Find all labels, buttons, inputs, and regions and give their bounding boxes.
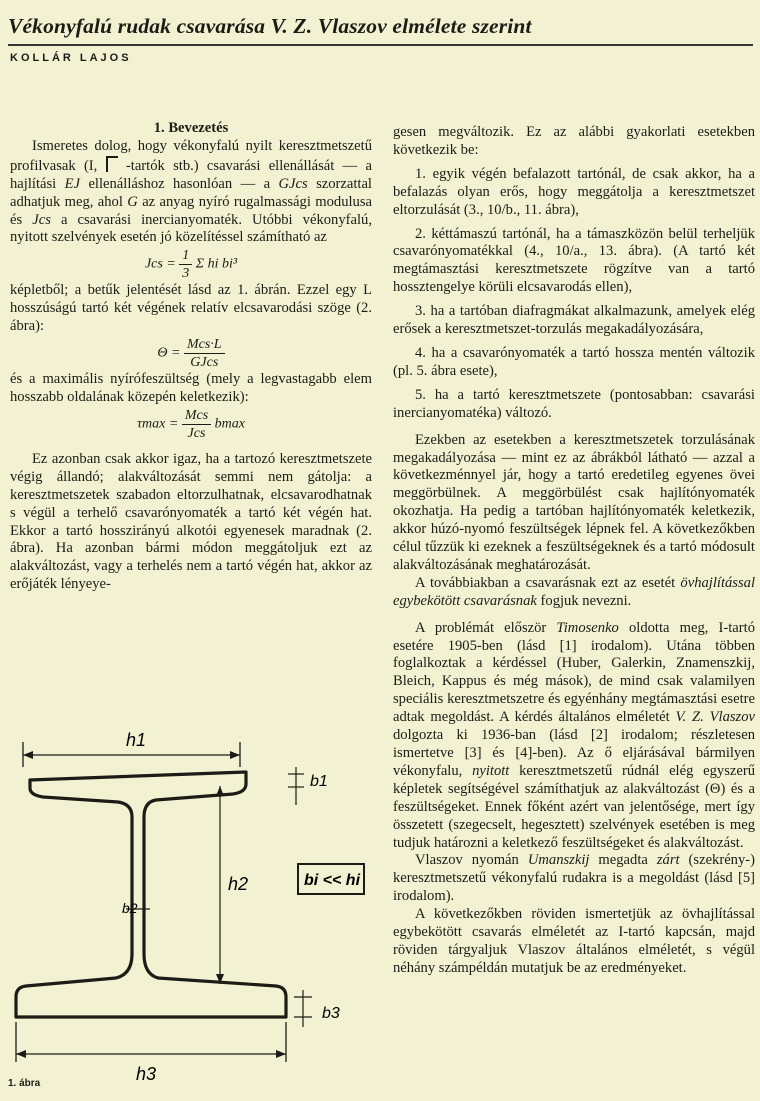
intro-text-c: ellenálláshoz hasonlóan — a (88, 175, 271, 192)
naming-text-a: A továbbiakban a csavarásnak ezt az esetét (415, 574, 676, 591)
paragraph-outline: A következőkben röviden ismertetjük az övhajlítással egybekötött csavarás elméletét az I-tartó kapcsán, majd röviden tárgyaljuk Vlaszov általános elméletét, s végül néhány számpéldán mutatjuk be az eredményeket. (393, 906, 755, 976)
paragraph-continuation: gesen megváltozik. Ez az alábbi gyakorlati esetekben következik be: (393, 124, 755, 158)
list-item: 5. ha a tartó keresztmetszete (pontosabban: csavarási inercianyomatéka) változó. (393, 386, 755, 421)
umanszkij-text-a: Vlaszov nyomán (415, 852, 519, 869)
label-b1: b1 (310, 773, 328, 790)
label-b2: b2 (122, 900, 138, 916)
naming-text-c: fogjuk nevezni. (540, 592, 632, 609)
history-text-a: A problémát először (415, 619, 547, 636)
formula3-fraction (182, 407, 211, 442)
note-box-text: bi << hi (304, 872, 361, 889)
intro-text-a: Ismeretes dolog, hogy vékonyfalú nyilt keresztmetszetű profilvasak (I, (10, 137, 372, 174)
left-column (10, 120, 372, 594)
formula3-denominator: Jcs (187, 425, 206, 441)
name-vlaszov: V. Z. Vlaszov (675, 709, 755, 726)
list-item: 1. egyik végén befalazott tartónál, de csak akkor, ha a befalazás olyan erős, hogy meggátolja a keresztmetszet eltorzulását (3., 10/b., 11. ábra), (393, 165, 755, 218)
formula3-numerator: Mcs (182, 407, 211, 425)
formula1-numerator: 1 (179, 247, 192, 265)
paragraph-twist-angle: képletből; a betűk jelentését lásd az 1. ábrán. Ezzel egy L hosszúságú tartó két végének relatív elcsavarodási szöge (2. ábra): (10, 282, 372, 335)
intro-text-e: az anyag nyíró rugalmassági modulusa és (10, 193, 373, 228)
paragraph-umanszkij (393, 852, 755, 906)
author-name: KOLLÁR LAJOS (10, 52, 132, 64)
channel-profile-icon (106, 156, 118, 172)
formula-twist-angle (10, 336, 372, 371)
list-item: 3. ha a tartóban diafragmákat alkalmazunk, amelyek elég erősek a keresztmetszet-torzulás megakadályozására, (393, 303, 755, 338)
name-timosenko: Timosenko (556, 619, 619, 636)
naming-term: övhajlítással egybekötött csavarásnak (393, 574, 756, 609)
formula3-lhs: τmax = (137, 416, 179, 432)
formula2-numerator: Mcs·L (184, 336, 225, 354)
formula1-fraction (179, 247, 192, 282)
paragraph-conditions: Ez azonban csak akkor igaz, ha a tartozó keresztmetszete végig állandó; alakváltozását semmi nem gátolja: a keresztmetszetek szabadon eltorzulhatnak, elcsavarodhatnak s végül a terhelő csavarónyomaték a tartó két végén hat. Ekkor a tartó hosszirányú alkotói egyenesek maradnak (2. ábra). Ha azonban bármi módon meggátoljuk ezt az alakváltozást, vagy a terhelés nem a tartó végén hat, akkor az erőjáték lényeye- (10, 450, 372, 593)
symbol-g: G (127, 193, 138, 210)
term-zart: zárt (656, 852, 680, 869)
i-beam-outline (16, 772, 286, 1017)
label-h2: h2 (228, 874, 249, 894)
intro-text-b: -tartók stb.) csavarási ellenállását — a hajlítási (10, 157, 372, 192)
figure-caption: 1. ábra (8, 1078, 41, 1089)
formula2-lhs: Θ = (157, 345, 181, 361)
symbol-gjcs: GJcs (278, 175, 308, 192)
paragraph-flange-bending: Ezekben az esetekben a keresztmetszetek torzulásának megakadályozása — mint ez az ábrákból látható — azzal a következménnyel jár, hogy a tartó eredetileg egyenes övei meggörbülnek. A meggörbülést csak hajlítónyomaték okozhatja. Ha pedig a tartóban hajlítónyomaték keletkezik, akkor húzó-nyomó feszültségek lépnek fel. A következőkben célul tűzzük ki ezeknek a feszültségeknek és a tartó módosult alakváltozásának meghatározását. (393, 431, 755, 573)
history-text-g: keresztmetszetű rúdnál elég egyszerű képletek segítségével számíthatjuk az alakváltozást (Θ) és a feszültségeket. Ennek főként azért van jelentősége, mert így összetett (szegecselt, hegesztett) szelvények esetében is meg tudjuk határozni a keletkező feszültségeket és alakváltozást. (393, 762, 755, 851)
symbol-jcs: Jcs (32, 211, 51, 228)
label-h3: h3 (136, 1064, 157, 1084)
umanszkij-text-c: megadta (598, 852, 648, 869)
arrowhead (230, 751, 240, 759)
title-rule (8, 44, 753, 46)
formula2-denominator: GJcs (190, 355, 219, 371)
label-b3: b3 (322, 1005, 340, 1022)
symbol-ej: EJ (64, 175, 81, 192)
intro-text-d: szorzattal adhatjuk meg, ahol (10, 175, 372, 210)
right-column (393, 124, 755, 978)
intro-text-f: a csavarási inercianyomaték. Utóbbi vékonyfalú, nyitott szelvények esetén jó közelítéssel számítható az (10, 211, 372, 246)
arrowhead (16, 1050, 26, 1058)
paragraph-naming (393, 575, 755, 611)
article-title: Vékonyfalú rudak csavarása V. Z. Vlaszov elmélete szerint (8, 14, 532, 38)
formula-shear-stress (10, 407, 372, 442)
paragraph-shear-stress: és a maximális nyírófeszültség (mely a legvastagabb elem hosszabb oldalának közepén keletkezik): (10, 371, 372, 405)
formula3-rhs: bmax (214, 416, 245, 432)
formula-torsion-inertia (10, 247, 372, 282)
term-nyitott: nyitott (472, 762, 510, 779)
history-text-c: oldotta meg, I-tartó esetére 1905-ben (lásd [1] irodalom). Utána többen foglalkoztak a kérdéssel (Huber, Galerkin, Znamenszkij, Bleich, Kappus és még mások), de mind csak valamilyen speciális keresztmetszetre és egyénhány megtámasztási esetre adtak megoldást. A kérdés általános elméletét (393, 619, 755, 726)
arrowhead (23, 751, 33, 759)
section-title: 1. Bevezetés (153, 120, 229, 136)
formula2-fraction (184, 336, 225, 371)
formula1-rhs: Σ hi bi³ (195, 257, 238, 273)
list-item: 2. kéttámaszú tartónál, ha a támaszközön belül terheljük csavarónyomatékkal (4., 10/a., 13. ábra). (A tartó két megtámasztási keresztmetszete rögzítve van a tartó hossztengelye körüli elcsavarodás ellen), (393, 225, 755, 296)
umanszkij-text-e: (szekrény-) keresztmetszetű vékonyfalú rudakra is a megoldást (lásd [5] irodalom). (393, 852, 755, 905)
arrowhead (276, 1050, 286, 1058)
intro-paragraph (10, 138, 372, 247)
paragraph-history (393, 620, 755, 853)
formula1-lhs: Jcs = (144, 257, 176, 273)
list-item: 4. ha a csavarónyomaték a tartó hossza mentén változik (pl. 5. ábra esete), (393, 344, 755, 379)
label-h1: h1 (126, 730, 147, 750)
arrowhead (216, 786, 224, 796)
i-beam-figure (8, 722, 378, 1097)
formula1-denominator: 3 (182, 266, 190, 282)
history-text-e: dolgozta ki 1936-ban (lásd [2] irodalom; részletesen ismertetve [3] és [4]-ben). Az ő eljárásával bármilyen vékonyfalu, (393, 727, 755, 779)
name-umanszkij: Umanszkij (527, 852, 590, 869)
